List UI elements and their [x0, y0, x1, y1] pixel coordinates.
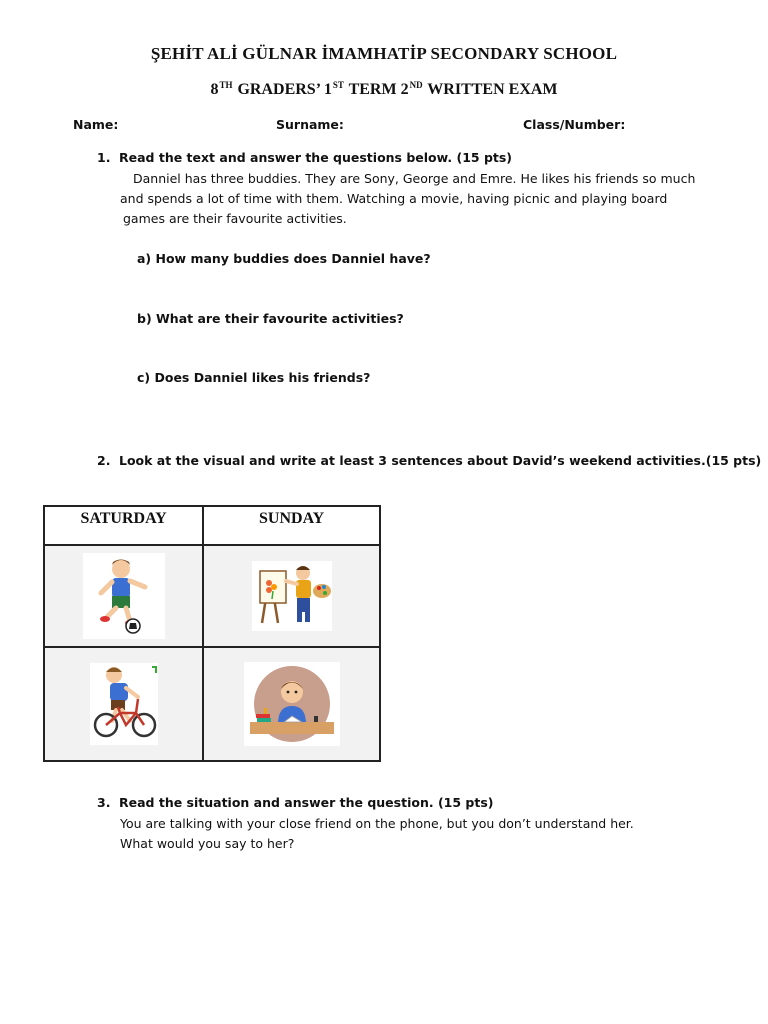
saturday-header: SATURDAY: [44, 506, 203, 545]
sunday-activity-1-cell: [203, 545, 380, 647]
question-1c: c) Does Danniel likes his friends?: [137, 370, 371, 385]
sunday-activity-2-cell: [203, 647, 380, 761]
question-3-text-line1: You are talking with your close friend on the phone, but you don’t understand her.: [120, 816, 634, 831]
question-3-number: 3.: [97, 795, 111, 810]
question-3-text-line2: What would you say to her?: [120, 836, 295, 851]
question-1-heading: [97, 150, 512, 165]
question-2-number: 2.: [97, 453, 111, 468]
weekend-activities-table: [43, 505, 381, 762]
surname-label: Surname:: [276, 117, 344, 132]
class-number-label: Class/Number:: [523, 117, 626, 132]
boy-playing-football-icon: [83, 553, 165, 639]
school-title: ŞEHİT ALİ GÜLNAR İMAMHATİP SECONDARY SCHOOL: [150, 44, 618, 63]
question-1-text-line1: Danniel has three buddies. They are Sony, George and Emre. He likes his friends so much: [133, 171, 696, 186]
saturday-activity-1-cell: [44, 545, 203, 647]
question-1-text-line3: games are their favourite activities.: [123, 211, 347, 226]
question-1a: a) How many buddies does Danniel have?: [137, 251, 431, 266]
sunday-header: SUNDAY: [203, 506, 380, 545]
question-1-title: Read the text and answer the questions below. (15 pts): [119, 150, 513, 165]
exam-title: 8TH GRADERS’ 1ST TERM 2ND WRITTEN EXAM: [210, 80, 558, 98]
boy-painting-icon: [252, 561, 332, 631]
question-1-text-line2: and spends a lot of time with them. Watching a movie, having picnic and playing board: [120, 191, 668, 206]
saturday-activity-2-cell: [44, 647, 203, 761]
boy-studying-icon: [244, 662, 340, 746]
question-3-heading: [97, 795, 493, 810]
name-label: Name:: [73, 117, 119, 132]
question-1-number: 1.: [97, 150, 111, 165]
question-2-title: Look at the visual and write at least 3 sentences about David’s weekend activities.(15 pts): [119, 453, 762, 468]
question-2-heading: [97, 453, 761, 468]
question-1b: b) What are their favourite activities?: [137, 311, 404, 326]
boy-cycling-icon: [90, 663, 158, 745]
question-3-title: Read the situation and answer the question. (15 pts): [119, 795, 494, 810]
